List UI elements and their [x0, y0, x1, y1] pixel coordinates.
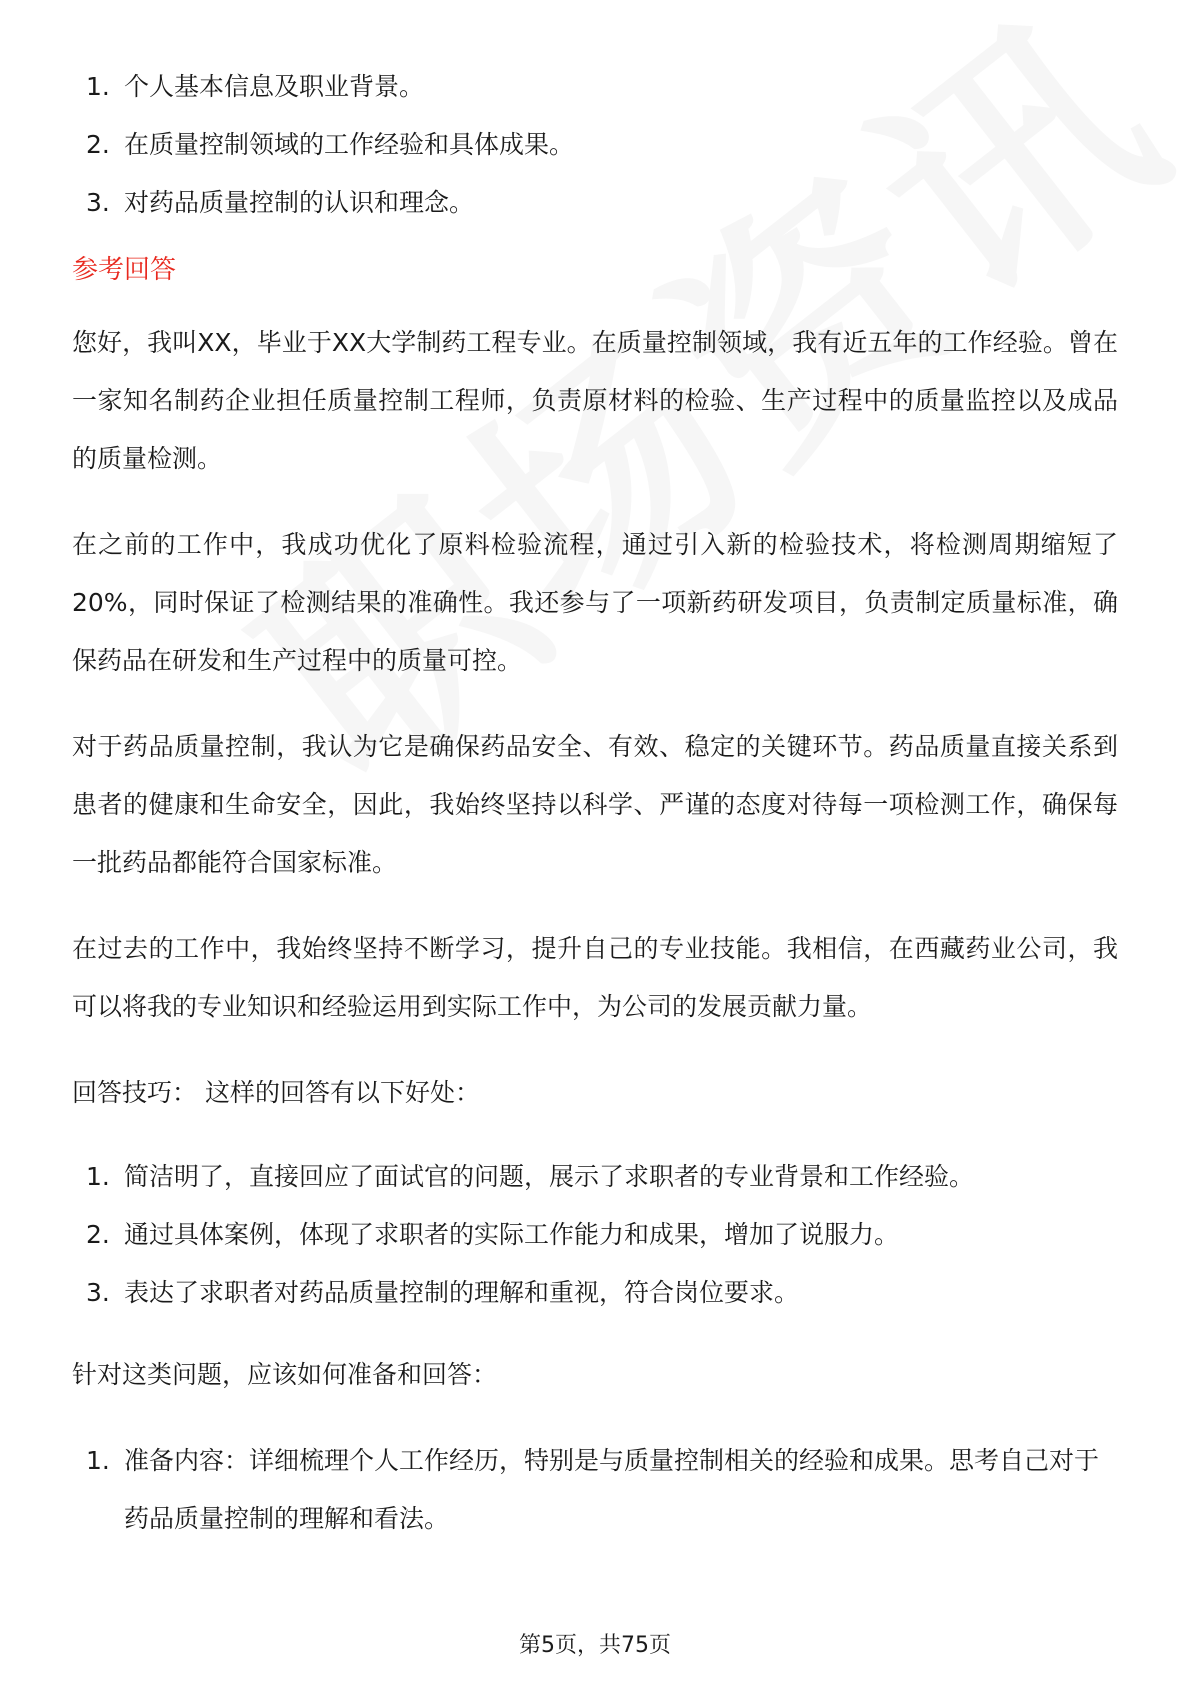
list-text: 在质量控制领域的工作经验和具体成果。 — [124, 130, 575, 159]
list-text: 准备内容：详细梳理个人工作经历，特别是与质量控制相关的经验和成果。思考自己对于药品质量控制的理解和看法。 — [124, 1446, 1100, 1533]
list-item — [72, 1432, 1118, 1548]
list-number: 3. — [86, 1278, 110, 1307]
paragraph: 在之前的工作中，我成功优化了原料检验流程，通过引入新的检验技术，将检测周期缩短了20%，同时保证了检测结果的准确性。我还参与了一项新药研发项目，负责制定质量标准，确保药品在研发和生产过程中的质量可控。 — [72, 530, 1118, 675]
list-number: 1. — [86, 1162, 110, 1191]
list-number: 2. — [86, 130, 110, 159]
paragraph: 对于药品质量控制，我认为它是确保药品安全、有效、稳定的关键环节。药品质量直接关系到患者的健康和生命安全，因此，我始终坚持以科学、严谨的态度对待每一项检测工作，确保每一批药品都能符合国家标准。 — [72, 732, 1118, 877]
prep-list — [72, 1432, 1118, 1548]
list-item — [72, 1264, 1118, 1322]
list-text: 通过具体案例，体现了求职者的实际工作能力和成果，增加了说服力。 — [124, 1220, 900, 1249]
list-text: 个人基本信息及职业背景。 — [124, 72, 425, 101]
list-item — [72, 116, 1118, 174]
list-item — [72, 174, 1118, 232]
document-page — [72, 58, 1118, 1548]
list-text: 表达了求职者对药品质量控制的理解和重视，符合岗位要求。 — [124, 1278, 800, 1307]
list-number: 1. — [86, 1446, 110, 1475]
tips-heading: 回答技巧： 这样的回答有以下好处： — [72, 1078, 480, 1107]
list-item — [72, 1206, 1118, 1264]
list-text: 简洁明了，直接回应了面试官的问题，展示了求职者的专业背景和工作经验。 — [124, 1162, 975, 1191]
paragraph: 在过去的工作中，我始终坚持不断学习，提升自己的专业技能。我相信，在西藏药业公司，我可以将我的专业知识和经验运用到实际工作中，为公司的发展贡献力量。 — [72, 934, 1118, 1021]
list-number: 1. — [86, 72, 110, 101]
paragraph: 您好，我叫XX，毕业于XX大学制药工程专业。在质量控制领域，我有近五年的工作经验。曾在一家知名制药企业担任质量控制工程师，负责原材料的检验、生产过程中的质量监控以及成品的质量检测。 — [72, 328, 1118, 473]
tips-list — [72, 1148, 1118, 1322]
section-title: 参考回答 — [72, 255, 177, 285]
list-number: 3. — [86, 188, 110, 217]
list-text: 对药品质量控制的认识和理念。 — [124, 188, 475, 217]
list-number: 2. — [86, 1220, 110, 1249]
intro-list — [72, 58, 1118, 232]
page-number: 第5页，共75页 — [519, 1633, 671, 1658]
list-item — [72, 58, 1118, 116]
list-item — [72, 1148, 1118, 1206]
prep-heading: 针对这类问题，应该如何准备和回答： — [72, 1360, 498, 1389]
